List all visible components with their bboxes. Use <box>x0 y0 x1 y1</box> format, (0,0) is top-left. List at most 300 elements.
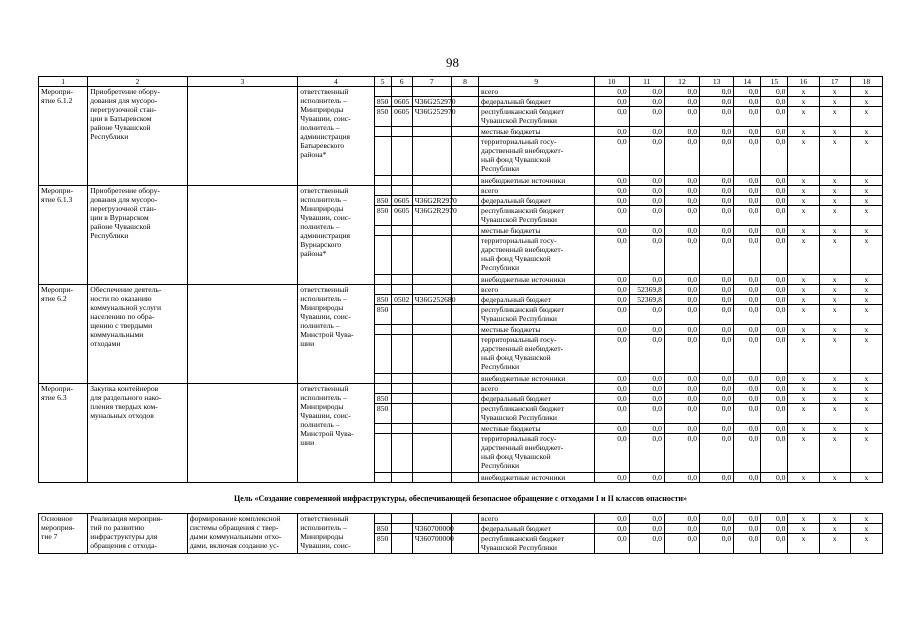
year-value: 0,0 <box>761 206 788 226</box>
column-header: 9 <box>479 77 595 87</box>
year-value: 0,0 <box>629 206 664 226</box>
year-value: 0,0 <box>700 434 734 473</box>
funding-source: местные бюджеты <box>479 127 595 137</box>
page-number: 98 <box>446 55 459 70</box>
year-value: 52369,8 <box>629 295 664 305</box>
section-code <box>391 186 412 196</box>
year-value: х <box>819 206 850 226</box>
year-value: 0,0 <box>664 434 699 473</box>
section-code <box>391 384 412 394</box>
year-value: 0,0 <box>629 384 664 394</box>
year-value: 0,0 <box>734 97 761 107</box>
year-value: 0,0 <box>629 534 664 554</box>
funding-source: всего <box>479 384 595 394</box>
grbs-code <box>374 424 391 434</box>
year-value: 0,0 <box>700 534 734 554</box>
year-value: х <box>850 374 882 384</box>
column-header: 1 <box>39 77 88 87</box>
grbs-code <box>374 236 391 275</box>
year-value: х <box>788 374 819 384</box>
year-value: 0,0 <box>594 424 629 434</box>
year-value: х <box>788 236 819 275</box>
column-header: 2 <box>88 77 187 87</box>
funding-source: всего <box>479 285 595 295</box>
year-value: х <box>819 226 850 236</box>
year-value: х <box>788 384 819 394</box>
year-value: х <box>819 524 850 534</box>
year-value: 0,0 <box>734 226 761 236</box>
year-value: 0,0 <box>700 186 734 196</box>
year-value: х <box>788 325 819 335</box>
funding-source: федеральный бюджет <box>479 295 595 305</box>
year-value: 0,0 <box>734 473 761 483</box>
responsible-executor: ответственный исполнитель – Минприроды Чувашии, соис- <box>298 514 374 554</box>
funding-source: республиканский бюджет Чувашской Республики <box>479 305 595 325</box>
year-value: 0,0 <box>761 534 788 554</box>
year-value: 0,0 <box>761 226 788 236</box>
year-value: 0,0 <box>734 275 761 285</box>
year-value: 0,0 <box>734 404 761 424</box>
year-value: 0,0 <box>761 305 788 325</box>
table-body <box>39 77 883 554</box>
table-row <box>39 87 883 97</box>
target-article-code <box>412 374 451 384</box>
year-value: 0,0 <box>594 394 629 404</box>
year-value: 0,0 <box>629 226 664 236</box>
year-value: х <box>819 374 850 384</box>
column-header: 14 <box>734 77 761 87</box>
column-header: 15 <box>761 77 788 87</box>
year-value: 0,0 <box>700 127 734 137</box>
year-value: х <box>850 394 882 404</box>
grbs-code <box>374 127 391 137</box>
year-value: х <box>819 335 850 374</box>
year-value: х <box>850 275 882 285</box>
year-value: х <box>788 335 819 374</box>
grbs-code <box>374 325 391 335</box>
target-article-code <box>412 176 451 186</box>
year-value: 0,0 <box>700 206 734 226</box>
target-article-code <box>412 127 451 137</box>
year-value: х <box>850 97 882 107</box>
year-value: 0,0 <box>700 176 734 186</box>
year-value: х <box>788 305 819 325</box>
year-value: 0,0 <box>629 107 664 127</box>
year-value: 0,0 <box>761 107 788 127</box>
year-value: 0,0 <box>594 186 629 196</box>
section-code: 0605 <box>391 97 412 107</box>
year-value: 0,0 <box>734 384 761 394</box>
budget-table <box>38 76 883 554</box>
year-value: 0,0 <box>629 236 664 275</box>
year-value: х <box>819 107 850 127</box>
year-value: х <box>850 514 882 524</box>
section-code: 0605 <box>391 206 412 226</box>
year-value: 0,0 <box>761 97 788 107</box>
year-value: 0,0 <box>594 285 629 295</box>
year-value: 0,0 <box>664 394 699 404</box>
section-code <box>391 325 412 335</box>
grbs-code <box>374 285 391 295</box>
year-value: 0,0 <box>734 196 761 206</box>
year-value: 0,0 <box>700 236 734 275</box>
expense-type-code <box>451 335 478 374</box>
funding-source: местные бюджеты <box>479 325 595 335</box>
year-value: х <box>850 384 882 394</box>
year-value: 0,0 <box>664 374 699 384</box>
year-value: 0,0 <box>629 176 664 186</box>
event-name: Меропри- ятие 6.3 <box>39 384 88 483</box>
target-article-code <box>412 285 451 295</box>
year-value: 0,0 <box>664 473 699 483</box>
grbs-code <box>374 87 391 97</box>
year-value: 0,0 <box>594 127 629 137</box>
year-value: х <box>819 137 850 176</box>
year-value: х <box>850 176 882 186</box>
year-value: 0,0 <box>761 87 788 97</box>
grbs-code <box>374 514 391 524</box>
year-value: 0,0 <box>594 97 629 107</box>
year-value: 0,0 <box>664 87 699 97</box>
grbs-code: 850 <box>374 97 391 107</box>
year-value: 0,0 <box>629 186 664 196</box>
section-code <box>391 394 412 404</box>
year-value: 0,0 <box>761 473 788 483</box>
year-value: х <box>788 424 819 434</box>
year-value: 0,0 <box>664 335 699 374</box>
year-value: 52369,8 <box>629 285 664 295</box>
year-value: х <box>850 335 882 374</box>
year-value: х <box>819 434 850 473</box>
funding-source: территориальный госу- дарственный внебюджет- ный фонд Чувашской Республики <box>479 434 595 473</box>
table-row <box>39 186 883 196</box>
year-value: х <box>819 424 850 434</box>
year-value: 0,0 <box>734 87 761 97</box>
year-value: 0,0 <box>761 186 788 196</box>
goal-heading: Цель «Создание современной инфраструктуры, обеспечивающей безопасное обращение с отходами I и II классов опасности» <box>39 483 883 514</box>
year-value: 0,0 <box>700 514 734 524</box>
year-value: х <box>788 534 819 554</box>
expected-result: формирование комплексной системы обращения с твер- дыми коммунальными отхо- дами, включая создание ус- <box>187 514 298 554</box>
year-value: х <box>788 394 819 404</box>
year-value: х <box>850 424 882 434</box>
year-value: х <box>819 534 850 554</box>
year-value: 0,0 <box>700 137 734 176</box>
section-code <box>391 335 412 374</box>
funding-source: республиканский бюджет Чувашской Республики <box>479 534 595 554</box>
year-value: 0,0 <box>734 424 761 434</box>
section-code <box>391 434 412 473</box>
header-row <box>39 77 883 87</box>
year-value: 0,0 <box>594 404 629 424</box>
year-value: х <box>850 295 882 305</box>
year-value: х <box>850 404 882 424</box>
year-value: х <box>819 473 850 483</box>
expense-type-code <box>451 137 478 176</box>
year-value: х <box>788 97 819 107</box>
year-value: 0,0 <box>594 534 629 554</box>
section-code <box>391 176 412 186</box>
year-value: х <box>819 176 850 186</box>
year-value: 0,0 <box>629 514 664 524</box>
funding-source: внебюджетные источники <box>479 473 595 483</box>
year-value: х <box>819 285 850 295</box>
year-value: 0,0 <box>664 534 699 554</box>
year-value: 0,0 <box>629 87 664 97</box>
target-article-code <box>412 394 451 404</box>
year-value: 0,0 <box>629 374 664 384</box>
year-value: х <box>850 236 882 275</box>
section-code <box>391 424 412 434</box>
year-value: 0,0 <box>664 424 699 434</box>
column-header: 3 <box>187 77 298 87</box>
year-value: 0,0 <box>700 295 734 305</box>
grbs-code <box>374 384 391 394</box>
year-value: 0,0 <box>629 473 664 483</box>
year-value: 0,0 <box>594 305 629 325</box>
year-value: 0,0 <box>700 275 734 285</box>
expense-type-code <box>451 473 478 483</box>
grbs-code <box>374 186 391 196</box>
year-value: х <box>788 226 819 236</box>
year-value: 0,0 <box>594 434 629 473</box>
year-value: 0,0 <box>629 335 664 374</box>
year-value: 0,0 <box>734 295 761 305</box>
event-name: Меропри- ятие 6.1.2 <box>39 87 88 186</box>
expense-type-code <box>451 524 478 534</box>
year-value: 0,0 <box>761 137 788 176</box>
year-value: 0,0 <box>700 196 734 206</box>
year-value: х <box>850 206 882 226</box>
target-article-code <box>412 404 451 424</box>
section-code: 0605 <box>391 196 412 206</box>
event-name: Меропри- ятие 6.1.3 <box>39 186 88 285</box>
year-value: 0,0 <box>734 514 761 524</box>
year-value: 0,0 <box>594 107 629 127</box>
year-value: 0,0 <box>700 374 734 384</box>
year-value: 0,0 <box>664 97 699 107</box>
column-header: 4 <box>298 77 374 87</box>
funding-source: внебюджетные источники <box>479 176 595 186</box>
target-article-code <box>412 275 451 285</box>
goal-heading-row <box>39 483 883 514</box>
expense-type-code <box>451 404 478 424</box>
expected-result <box>187 285 298 384</box>
year-value: х <box>788 196 819 206</box>
year-value: х <box>788 285 819 295</box>
expense-type-code <box>451 275 478 285</box>
year-value: 0,0 <box>664 524 699 534</box>
column-header: 11 <box>629 77 664 87</box>
year-value: 0,0 <box>700 87 734 97</box>
year-value: х <box>788 404 819 424</box>
year-value: 0,0 <box>700 394 734 404</box>
expense-type-code <box>451 514 478 524</box>
year-value: 0,0 <box>664 275 699 285</box>
funding-source: республиканский бюджет Чувашской Республики <box>479 404 595 424</box>
year-value: 0,0 <box>761 335 788 374</box>
event-description: Приобретение обору- дования для мусоро- перегрузочной стан- ции в Батыревском районе Чувашской Республики <box>88 87 187 186</box>
year-value: х <box>850 524 882 534</box>
column-header: 7 <box>412 77 451 87</box>
year-value: 0,0 <box>594 236 629 275</box>
year-value: 0,0 <box>734 186 761 196</box>
year-value: 0,0 <box>734 107 761 127</box>
funding-source: всего <box>479 514 595 524</box>
year-value: 0,0 <box>761 384 788 394</box>
year-value: 0,0 <box>594 176 629 186</box>
section-code <box>391 404 412 424</box>
section-code <box>391 473 412 483</box>
year-value: 0,0 <box>700 473 734 483</box>
expense-type-code <box>451 236 478 275</box>
year-value: х <box>788 87 819 97</box>
funding-source: территориальный госу- дарственный внебюджет- ный фонд Чувашской Республики <box>479 335 595 374</box>
target-article-code: Ч360700000 <box>412 524 451 534</box>
year-value: 0,0 <box>594 275 629 285</box>
year-value: 0,0 <box>761 196 788 206</box>
year-value: 0,0 <box>664 384 699 394</box>
grbs-code <box>374 275 391 285</box>
responsible-executor: ответственный исполнитель – Минприроды Чувашии, соис- полнитель – Минстрой Чува- шии <box>298 384 374 483</box>
responsible-executor: ответственный исполнитель – Минприроды Чувашии, соис- полнитель – администрация Батыревского района* <box>298 87 374 186</box>
funding-source: федеральный бюджет <box>479 196 595 206</box>
year-value: 0,0 <box>734 137 761 176</box>
funding-source: внебюджетные источники <box>479 275 595 285</box>
year-value: 0,0 <box>664 226 699 236</box>
year-value: 0,0 <box>734 176 761 186</box>
year-value: 0,0 <box>594 514 629 524</box>
year-value: х <box>819 394 850 404</box>
expense-type-code <box>451 434 478 473</box>
year-value: х <box>850 196 882 206</box>
column-header: 6 <box>391 77 412 87</box>
column-header: 5 <box>374 77 391 87</box>
grbs-code: 850 <box>374 196 391 206</box>
expense-type-code <box>451 384 478 394</box>
year-value: 0,0 <box>664 236 699 275</box>
year-value: 0,0 <box>700 285 734 295</box>
expected-result <box>187 87 298 186</box>
target-article-code <box>412 473 451 483</box>
expense-type-code <box>451 176 478 186</box>
year-value: 0,0 <box>734 206 761 226</box>
year-value: х <box>850 325 882 335</box>
year-value: 0,0 <box>761 434 788 473</box>
funding-source: всего <box>479 186 595 196</box>
funding-source: федеральный бюджет <box>479 394 595 404</box>
year-value: х <box>850 226 882 236</box>
year-value: 0,0 <box>629 97 664 107</box>
target-article-code <box>412 325 451 335</box>
expense-type-code <box>451 285 478 295</box>
section-code <box>391 137 412 176</box>
year-value: 0,0 <box>664 176 699 186</box>
target-article-code: Ч36G252680 <box>412 295 451 305</box>
year-value: 0,0 <box>594 473 629 483</box>
funding-source: внебюджетные источники <box>479 374 595 384</box>
event-name: Меропри- ятие 6.2 <box>39 285 88 384</box>
target-article-code: Ч36G2R2970 <box>412 196 451 206</box>
year-value: 0,0 <box>664 404 699 424</box>
year-value: 0,0 <box>594 137 629 176</box>
year-value: х <box>850 127 882 137</box>
year-value: 0,0 <box>664 206 699 226</box>
year-value: 0,0 <box>734 325 761 335</box>
year-value: х <box>850 434 882 473</box>
target-article-code <box>412 305 451 325</box>
target-article-code <box>412 335 451 374</box>
expense-type-code <box>451 186 478 196</box>
year-value: х <box>819 127 850 137</box>
year-value: 0,0 <box>664 295 699 305</box>
year-value: 0,0 <box>734 285 761 295</box>
year-value: 0,0 <box>734 374 761 384</box>
year-value: 0,0 <box>700 424 734 434</box>
year-value: 0,0 <box>594 226 629 236</box>
target-article-code <box>412 514 451 524</box>
year-value: х <box>819 87 850 97</box>
year-value: 0,0 <box>594 196 629 206</box>
year-value: 0,0 <box>594 524 629 534</box>
year-value: 0,0 <box>700 107 734 127</box>
target-article-code <box>412 137 451 176</box>
funding-source: территориальный госу- дарственный внебюджет- ный фонд Чувашской Республики <box>479 137 595 176</box>
year-value: 0,0 <box>734 335 761 374</box>
year-value: 0,0 <box>629 196 664 206</box>
year-value: 0,0 <box>761 176 788 186</box>
grbs-code: 850 <box>374 295 391 305</box>
grbs-code: 850 <box>374 107 391 127</box>
year-value: 0,0 <box>629 325 664 335</box>
year-value: 0,0 <box>664 285 699 295</box>
year-value: х <box>788 275 819 285</box>
target-article-code <box>412 87 451 97</box>
year-value: 0,0 <box>664 186 699 196</box>
year-value: 0,0 <box>664 107 699 127</box>
target-article-code <box>412 226 451 236</box>
year-value: х <box>788 434 819 473</box>
year-value: 0,0 <box>761 127 788 137</box>
column-header: 10 <box>594 77 629 87</box>
section-code: 0502 <box>391 295 412 305</box>
year-value: 0,0 <box>700 524 734 534</box>
funding-source: всего <box>479 87 595 97</box>
year-value: х <box>850 285 882 295</box>
year-value: 0,0 <box>700 384 734 394</box>
event-description: Закупка контейнеров для раздельного нако- пления твердых ком- мунальных отходов <box>88 384 187 483</box>
section-code <box>391 275 412 285</box>
year-value: 0,0 <box>629 394 664 404</box>
event-name: Основное мероприя- тие 7 <box>39 514 88 554</box>
expense-type-code <box>451 374 478 384</box>
year-value: 0,0 <box>700 335 734 374</box>
grbs-code: 850 <box>374 524 391 534</box>
year-value: х <box>788 473 819 483</box>
year-value: 0,0 <box>761 394 788 404</box>
expense-type-code <box>451 394 478 404</box>
year-value: х <box>788 186 819 196</box>
funding-source: республиканский бюджет Чувашской Республики <box>479 206 595 226</box>
year-value: х <box>819 275 850 285</box>
year-value: х <box>850 186 882 196</box>
funding-source: федеральный бюджет <box>479 524 595 534</box>
table-row <box>39 384 883 394</box>
target-article-code: Ч36G2R2970 <box>412 206 451 226</box>
year-value: х <box>788 514 819 524</box>
year-value: 0,0 <box>700 97 734 107</box>
year-value: х <box>819 384 850 394</box>
